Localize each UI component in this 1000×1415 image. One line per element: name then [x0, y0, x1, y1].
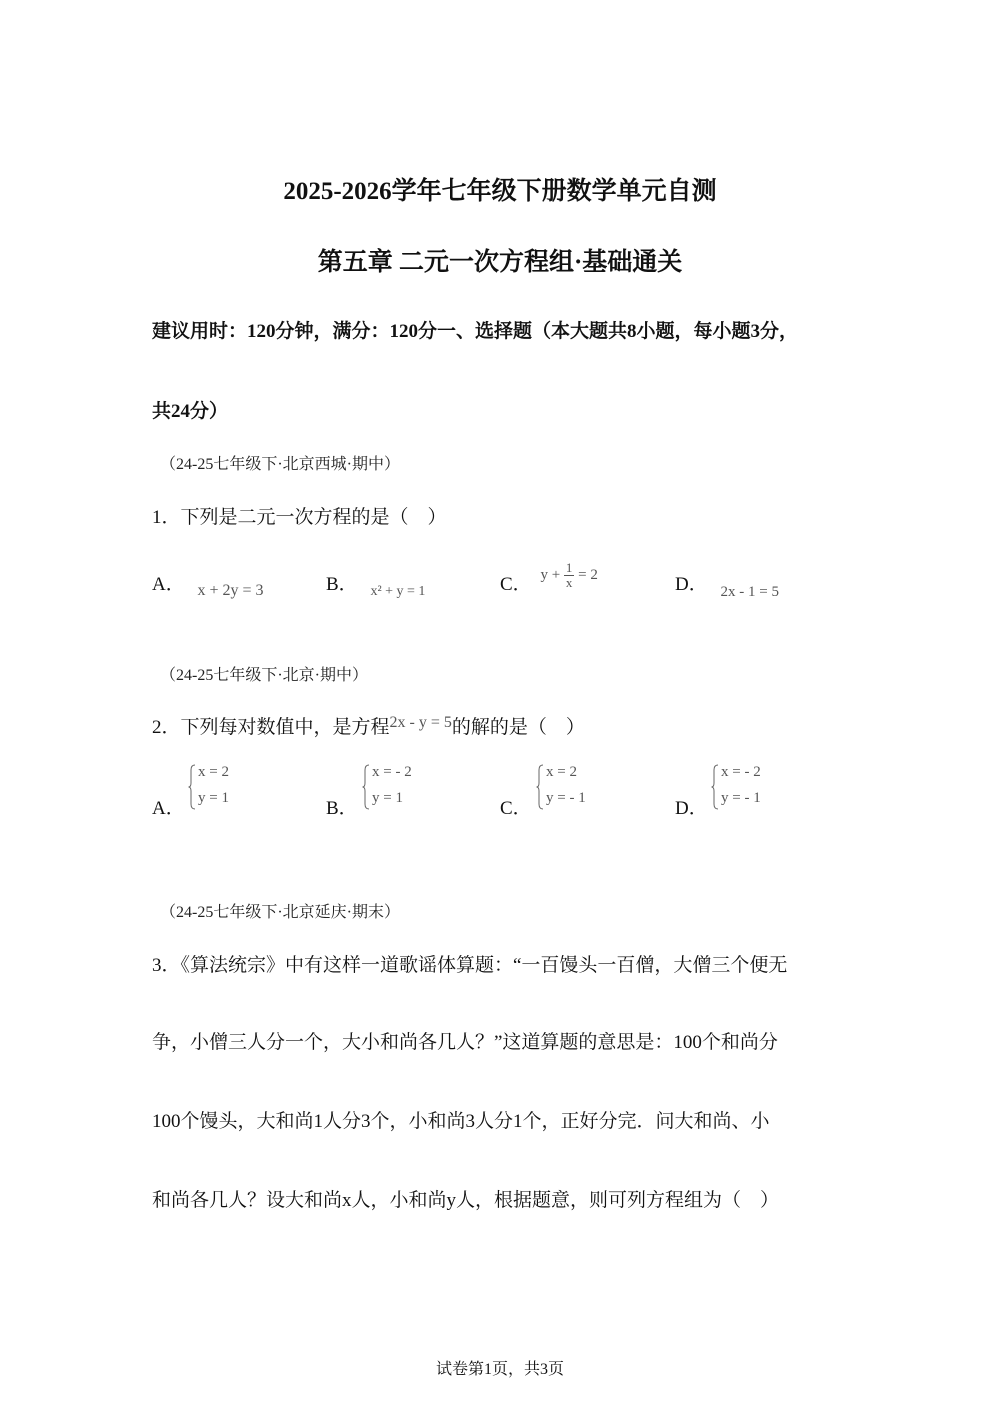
brace-icon	[536, 764, 544, 810]
fraction-denominator: x	[565, 575, 573, 591]
expr-prefix: y +	[540, 567, 561, 583]
fraction-numerator: 1	[565, 560, 573, 576]
option-label: B．	[326, 574, 358, 595]
system-line-2: y = - 1	[546, 790, 586, 806]
q1-option-d	[675, 569, 779, 600]
question-3-line-3: 100个馒头，大和尚1人分3个，小和尚3人分1个，正好分完．问大和尚、小	[152, 1111, 770, 1132]
option-expression: x² + y = 1	[370, 584, 426, 599]
q1-option-c	[500, 558, 598, 595]
expr-suffix: = 2	[578, 567, 598, 583]
question-2-source: （24-25七年级下·北京·期中）	[160, 667, 368, 684]
question-1-stem: 1．下列是二元一次方程的是（ ）	[152, 507, 447, 528]
info-line-1: 建议用时：120分钟，满分：120分一、选择题（本大题共8小题，每小题3分，	[152, 321, 799, 342]
option-label: D．	[675, 574, 708, 595]
chapter-subtitle: 第五章 二元一次方程组·基础通关	[317, 249, 683, 276]
brace-icon	[188, 764, 196, 810]
q2-option-d-label: D．	[675, 798, 708, 819]
q1-option-a	[152, 569, 264, 599]
q2-option-b-system	[362, 764, 452, 814]
q2-option-c-system	[536, 764, 626, 814]
question-3-line-2: 争，小僧三人分一个，大小和尚各几人？”这道算题的意思是：100个和尚分	[152, 1032, 778, 1053]
page-footer: 试卷第1页，共3页	[435, 1361, 564, 1378]
q2-option-a-label: A．	[152, 798, 185, 819]
system-line-2: y = 1	[198, 790, 229, 806]
q1-option-b	[326, 569, 426, 599]
q2-option-b-label: B．	[326, 798, 358, 819]
system-line-1: x = 2	[198, 764, 229, 780]
system-line-1: x = - 2	[372, 764, 412, 780]
system-line-2: y = 1	[372, 790, 403, 806]
question-3-line-4: 和尚各几人？设大和尚x人，小和尚y人，根据题意，则可列方程组为（ ）	[152, 1190, 780, 1211]
q2-option-d-system	[711, 764, 801, 814]
option-expression	[540, 560, 598, 591]
question-3-source: （24-25七年级下·北京延庆·期末）	[160, 904, 400, 921]
stem-equation: 2x - y = 5	[389, 714, 452, 731]
option-expression: x + 2y = 3	[197, 582, 264, 599]
option-label: C．	[500, 574, 532, 595]
q2-option-c-label: C．	[500, 798, 532, 819]
system-line-1: x = 2	[546, 764, 577, 780]
q2-option-a-system	[188, 764, 268, 814]
info-line-2: 共24分）	[152, 401, 229, 422]
brace-icon	[362, 764, 370, 810]
option-expression: 2x - 1 = 5	[720, 584, 779, 600]
system-line-2: y = - 1	[721, 790, 761, 806]
question-1-source: （24-25七年级下·北京西城·期中）	[160, 456, 400, 473]
option-label: A．	[152, 574, 185, 595]
question-2-stem	[152, 712, 585, 739]
stem-text-after: 的解的是（ ）	[451, 717, 585, 738]
brace-icon	[711, 764, 719, 810]
page-title: 2025-2026学年七年级下册数学单元自测	[283, 178, 717, 205]
question-3-line-1: 3．《算法统宗》中有这样一道歌谣体算题：“一百馒头一百僧，大僧三个便无	[152, 955, 788, 976]
system-line-1: x = - 2	[721, 764, 761, 780]
stem-text-before: 2．下列每对数值中，是方程	[152, 717, 390, 738]
fraction	[564, 561, 575, 590]
